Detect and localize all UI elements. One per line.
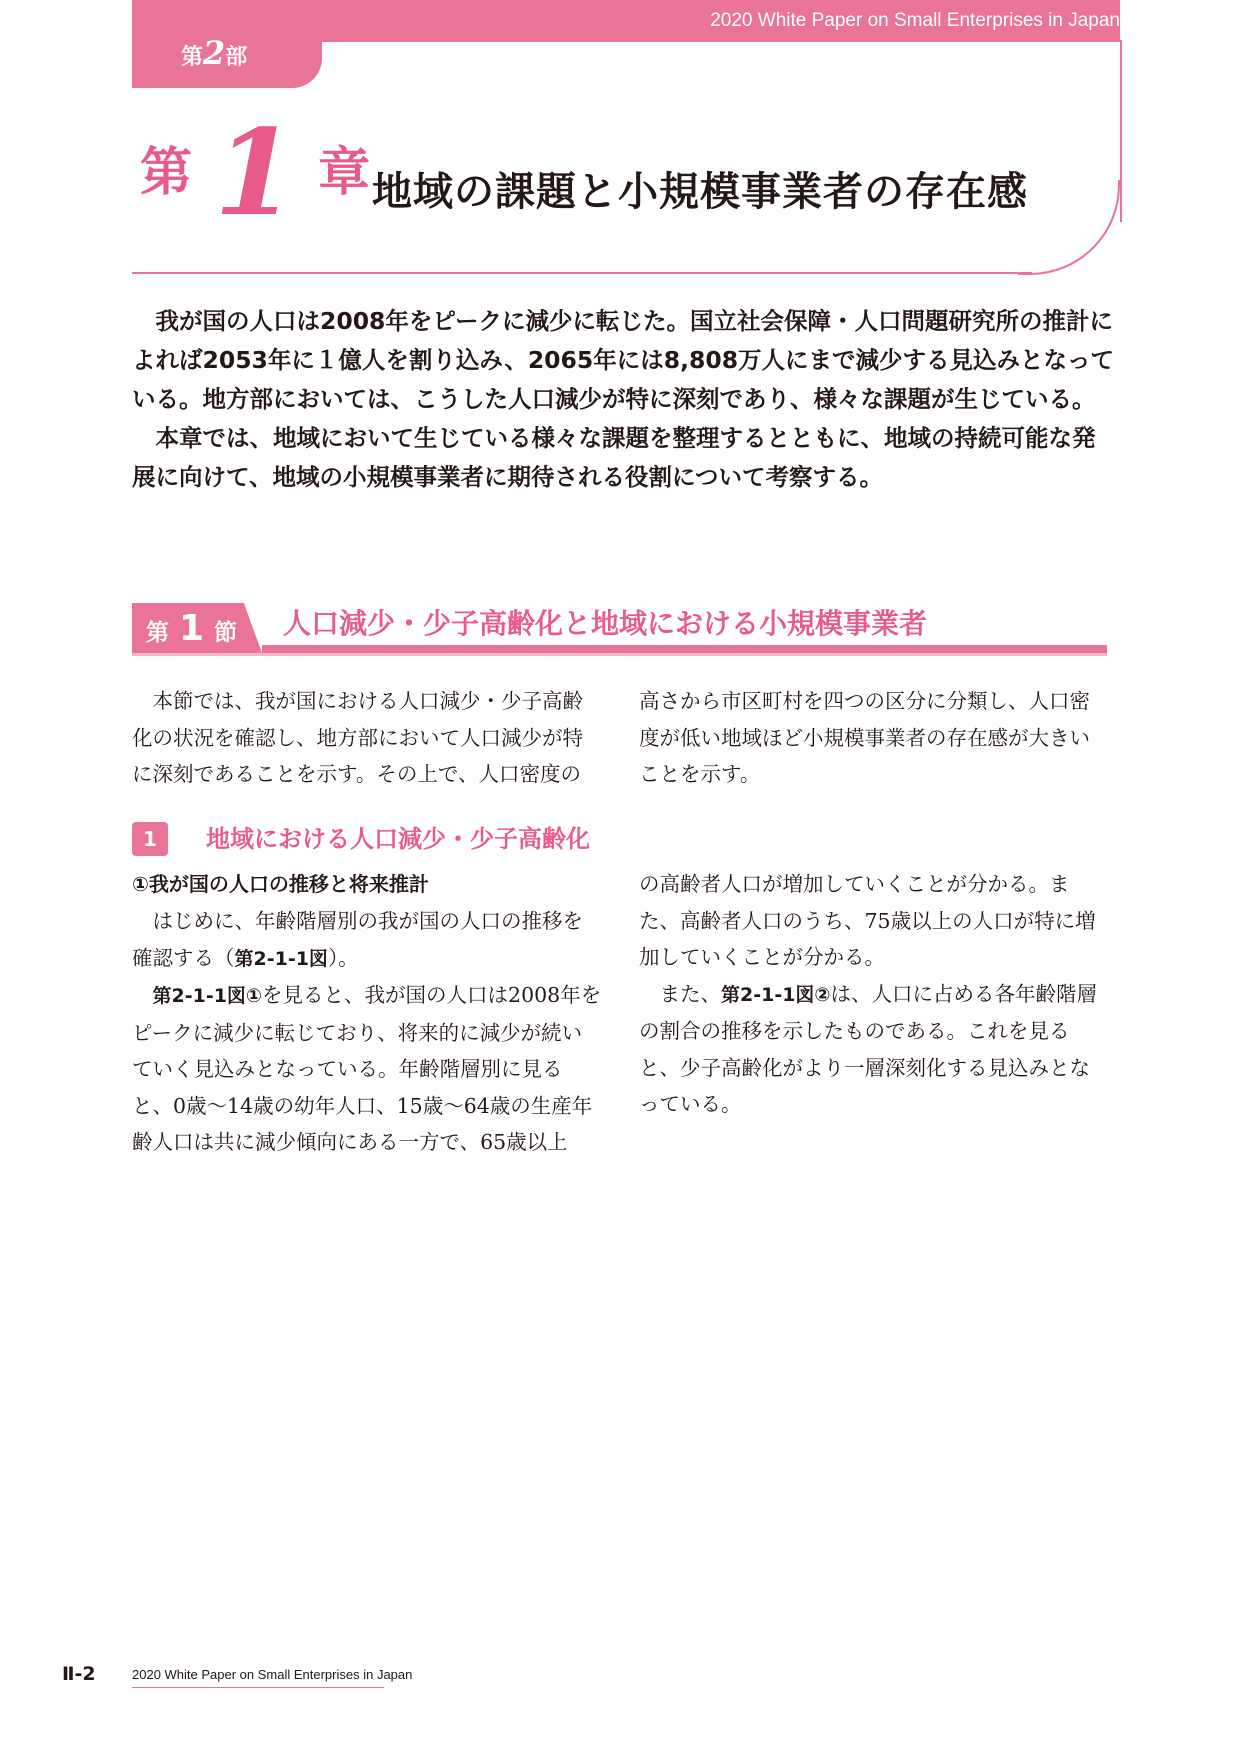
intro-right-text: 高さから市区町村を四つの区分に分類し、人口密度が低い地域ほど小規模事業者の存在感が大きいことを示す。 xyxy=(639,689,1090,786)
subheading: ①我が国の人口の推移と将来推計 xyxy=(132,872,429,896)
figure-reference: 第2-1-1図② xyxy=(721,983,831,1006)
part-label-pre: 第 xyxy=(181,45,204,70)
running-head: 2020 White Paper on Small Enterprises in Japan xyxy=(710,10,1120,31)
chapter-rule xyxy=(132,272,1032,274)
body-paragraph-4-text: は、人口に占める各年齢階層の割合の推移を示したものである。これを見ると、少子高齢化がより一層深刻化する見込みとなっている。 xyxy=(639,981,1098,1116)
section-rule-shadow xyxy=(132,653,1107,656)
lead-paragraph-1: 我が国の人口は2008年をピークに減少に転じた。国立社会保障・人口問題研究所の推計によれば2053年に１億人を割り込み、2065年には8,808万人にまで減少する見込みとなっている。地方部においては、こうした人口減少が特に深刻であり、様々な課題が生じている。 xyxy=(132,307,1115,413)
body-paragraph-1-end: ）。 xyxy=(327,945,359,970)
subsection-number-badge: 1 xyxy=(132,822,168,856)
footer-rule xyxy=(132,1687,384,1688)
body-paragraph-1-text: はじめに、年齢階層別の我が国の人口の推移を確認する（ xyxy=(132,909,583,970)
footer-title: 2020 White Paper on Small Enterprises in Japan xyxy=(132,1667,413,1682)
chapter-number: 1 xyxy=(214,103,297,242)
body-right-column xyxy=(639,866,1109,1123)
section-number: 1 xyxy=(179,608,205,649)
body-paragraph-1 xyxy=(132,903,602,977)
chapter-lead xyxy=(132,302,1117,497)
section-label-pre: 第 xyxy=(146,620,169,646)
intro-left-text: 本節では、我が国における人口減少・少子高齢化の状況を確認し、地方部において人口減少が特に深刻であることを示す。その上で、人口密度の xyxy=(132,689,583,786)
part-number: 2 xyxy=(203,34,226,72)
body-paragraph-2-text: を見ると、我が国の人口は2008年をピークに減少に転じており、将来的に減少が続いていく見込みとなっている。年齢階層別に見ると、0歳〜14歳の幼年人口、15歳〜64歳の生産年齢人口は共に減少傾向にある一方で、65歳以上 xyxy=(132,983,602,1154)
intro-right-column xyxy=(639,683,1109,793)
figure-reference: 第2-1-1図 xyxy=(234,947,328,970)
subsection-title: 地域における人口減少・少子高齢化 xyxy=(206,825,590,853)
section-label-post: 節 xyxy=(214,620,238,646)
body-paragraph-3: の高齢者人口が増加していくことが分かる。また、高齢者人口のうち、75歳以上の人口が特に増加していくことが分かる。 xyxy=(639,872,1096,969)
chapter-label xyxy=(140,103,371,242)
page-number: Ⅱ-2 xyxy=(62,1663,96,1685)
header-frame-curve xyxy=(1018,180,1120,275)
chapter-title: 地域の課題と小規模事業者の存在感 xyxy=(372,169,1028,215)
intro-left-column xyxy=(132,683,602,793)
chapter-label-pre: 第 xyxy=(140,143,193,203)
body-paragraph-4-start: また、 xyxy=(659,981,721,1006)
body-paragraph-2 xyxy=(132,977,602,1161)
body-paragraph-4 xyxy=(639,976,1109,1123)
chapter-label-post: 章 xyxy=(318,143,371,203)
figure-reference: 第2-1-1図① xyxy=(152,985,263,1007)
section-label xyxy=(146,606,237,656)
part-label-post: 部 xyxy=(225,45,248,70)
part-label xyxy=(181,34,248,73)
body-left-column xyxy=(132,903,602,1161)
section-title: 人口減少・少子高齢化と地域における小規模事業者 xyxy=(283,607,928,640)
lead-paragraph-2: 本章では、地域において生じている様々な課題を整理するとともに、地域の持続可能な発展に向けて、地域の小規模事業者に期待される役割について考察する。 xyxy=(132,424,1096,491)
